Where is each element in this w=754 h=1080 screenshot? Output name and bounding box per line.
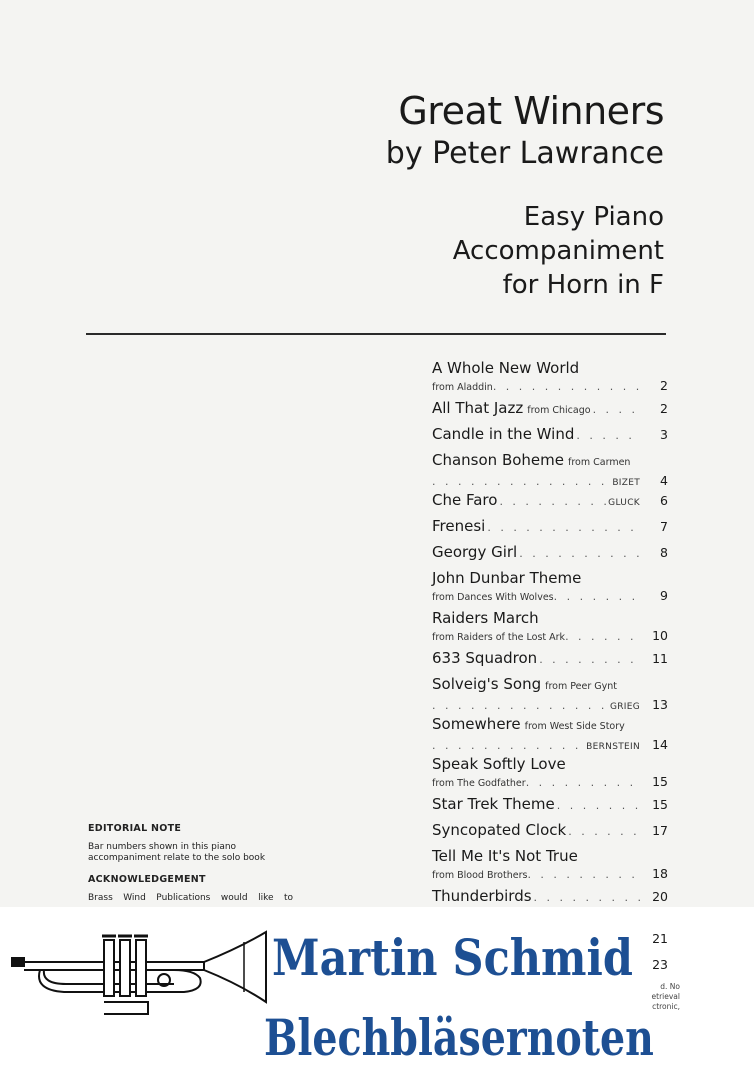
- contents-list: [432, 358, 668, 912]
- tail-page-number: 21: [652, 931, 668, 946]
- title-block: [386, 88, 664, 174]
- dot-leader: [432, 474, 610, 490]
- dot-leader: [576, 426, 640, 446]
- contents-entry: [432, 516, 668, 542]
- entry-title: Che Faro: [432, 491, 498, 509]
- contents-entry: [432, 648, 668, 674]
- entry-composer: BERNSTEIN: [586, 742, 640, 752]
- entry-title: Chanson Boheme: [432, 451, 564, 469]
- entry-page-number: 14: [652, 737, 668, 752]
- contents-entry: [432, 568, 668, 608]
- contents-entry: [432, 358, 668, 398]
- entry-source: from Dances With Wolves: [432, 592, 554, 603]
- entry-title: Georgy Girl: [432, 543, 518, 561]
- dot-leader: [527, 867, 640, 883]
- entry-source: from Raiders of the Lost Ark: [432, 632, 566, 643]
- entry-composer: GRIEG: [609, 702, 640, 712]
- contents-entry: [432, 450, 668, 490]
- entry-source: from Carmen: [568, 457, 631, 468]
- contents-entry: [432, 754, 668, 794]
- entry-page-number: 20: [652, 889, 668, 904]
- fine-print-line: ctronic,: [652, 1002, 680, 1011]
- contents-entry: [432, 608, 668, 648]
- book-title: Great Winners: [398, 89, 664, 133]
- entry-page-number: 9: [660, 588, 668, 603]
- edition-line-2: Accompaniment: [452, 236, 664, 266]
- dot-leader: [557, 796, 640, 816]
- entry-page-number: 10: [652, 628, 668, 643]
- entry-title: All That Jazz: [432, 399, 524, 417]
- contents-entry: [432, 714, 668, 754]
- dot-leader: [539, 650, 640, 670]
- watermark-line-1: Martin Schmid: [272, 928, 633, 987]
- dot-leader: [593, 400, 640, 420]
- entry-title: Syncopated Clock: [432, 821, 567, 839]
- entry-title: 633 Squadron: [432, 649, 538, 667]
- entry-source: from West Side Story: [524, 721, 625, 732]
- entry-title: A Whole New World: [432, 359, 580, 377]
- entry-source: from The Godfather: [432, 778, 526, 789]
- entry-page-number: 15: [652, 797, 668, 812]
- dot-leader: [568, 822, 640, 842]
- entry-page-number: 2: [660, 401, 668, 416]
- acknowledgement-heading: ACKNOWLEDGEMENT: [88, 874, 206, 885]
- entry-title: Solveig's Song: [432, 675, 542, 693]
- entry-source: from Peer Gynt: [545, 681, 617, 692]
- editorial-note-text: Bar numbers shown in this piano accompaniment relate to the solo book: [88, 842, 266, 863]
- trumpet-icon: [4, 918, 270, 1018]
- acknowledgement-text: Brass Wind Publications would like to: [88, 893, 293, 903]
- dot-leader: [487, 518, 640, 538]
- entry-page-number: 18: [652, 866, 668, 881]
- entry-title: Tell Me It's Not True: [432, 847, 578, 865]
- entry-source: from Aladdin: [432, 382, 493, 393]
- contents-entry: [432, 424, 668, 450]
- watermark-line-2: Blechbläsernoten: [264, 1008, 654, 1067]
- contents-entry: [432, 490, 668, 516]
- edition-description: [453, 200, 664, 302]
- entry-page-number: 8: [660, 545, 668, 560]
- contents-entry: [432, 820, 668, 846]
- tail-page-numbers: [640, 926, 668, 978]
- entry-title: Thunderbirds: [432, 887, 532, 905]
- book-author: by Peter Lawrance: [385, 136, 664, 171]
- fine-print-line: etrieval: [651, 992, 680, 1001]
- tail-page-number: 23: [652, 957, 668, 972]
- dot-leader: [432, 698, 608, 714]
- dot-leader: [565, 629, 640, 645]
- entry-page-number: 13: [652, 697, 668, 712]
- editorial-section: [88, 823, 293, 914]
- entry-page-number: 4: [660, 473, 668, 488]
- dot-leader: [519, 544, 640, 564]
- contents-entry: [432, 674, 668, 714]
- dot-leader: [432, 738, 584, 754]
- entry-title: John Dunbar Theme: [432, 569, 582, 587]
- entry-page-number: 15: [652, 774, 668, 789]
- entry-title: Candle in the Wind: [432, 425, 575, 443]
- horizontal-rule: [86, 333, 666, 335]
- dot-leader: [526, 775, 640, 791]
- entry-title: Frenesi: [432, 517, 486, 535]
- edition-line-3: for Horn in F: [502, 270, 664, 300]
- dot-leader: [499, 492, 606, 512]
- entry-title: Somewhere: [432, 715, 521, 733]
- contents-entry: [432, 398, 668, 424]
- dot-leader: [493, 379, 640, 395]
- contents-entry: [432, 794, 668, 820]
- contents-entry: [432, 542, 668, 568]
- editorial-note-heading: EDITORIAL NOTE: [88, 823, 182, 834]
- dot-leader: [534, 888, 640, 908]
- contents-entry: [432, 846, 668, 886]
- entry-title: Star Trek Theme: [432, 795, 555, 813]
- entry-page-number: 7: [660, 519, 668, 534]
- entry-page-number: 3: [660, 427, 668, 442]
- dot-leader: [554, 589, 640, 605]
- entry-page-number: 17: [652, 823, 668, 838]
- entry-page-number: 2: [660, 378, 668, 393]
- entry-page-number: 11: [652, 651, 668, 666]
- entry-page-number: 6: [660, 493, 668, 508]
- edition-line-1: Easy Piano: [523, 202, 664, 232]
- entry-source: from Chicago: [527, 405, 591, 416]
- entry-composer: GLUCK: [608, 498, 640, 508]
- fine-print-line: d. No: [660, 982, 680, 991]
- entry-composer: BIZET: [612, 478, 640, 488]
- entry-title: Speak Softly Love: [432, 755, 566, 773]
- entry-title: Raiders March: [432, 609, 539, 627]
- entry-source: from Blood Brothers: [432, 870, 528, 881]
